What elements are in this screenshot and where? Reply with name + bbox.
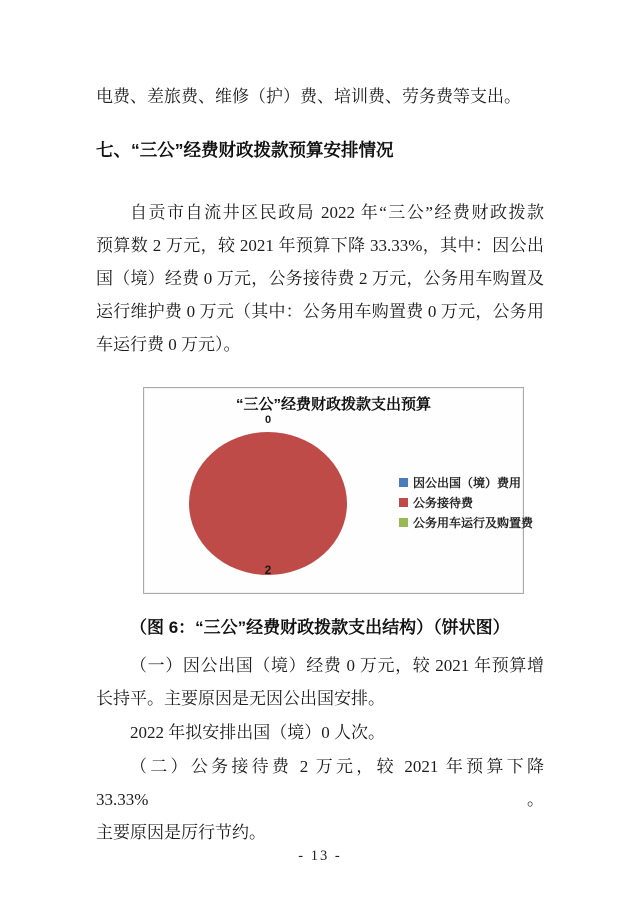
legend-swatch-blue-icon bbox=[399, 478, 408, 487]
body-text-line: 电费、差旅费、维修（护）费、培训费、劳务费等支出。 bbox=[96, 87, 521, 106]
paragraph-line: 车运行费 0 万元）。 bbox=[96, 335, 241, 354]
paragraph-line: （二）公务接待费 2 万元，较 2021 年预算下降 33.33%。 bbox=[96, 757, 544, 809]
section-heading: 七、“三公”经费财政拨款预算安排情况 bbox=[96, 140, 394, 160]
paragraph-line: （一）因公出国（境）经费 0 万元，较 2021 年预算增 bbox=[130, 656, 544, 675]
legend-swatch-red-icon bbox=[399, 498, 408, 507]
legend-label: 公务用车运行及购置费 bbox=[413, 515, 534, 530]
paragraph-item-two bbox=[96, 750, 544, 849]
page-number: - 13 - bbox=[298, 848, 342, 864]
paragraph-line: 2022 年拟安排出国（境）0 人次。 bbox=[130, 723, 385, 742]
figure-caption: （图 6：“三公”经费财政拨款支出结构）（饼状图） bbox=[130, 618, 510, 637]
paragraph-line: 预算数 2 万元，较 2021 年预算下降 33.33%，其中：因公出 bbox=[96, 236, 544, 255]
pie-slice-reception-fee bbox=[189, 432, 347, 575]
pie-chart-figure bbox=[143, 387, 534, 594]
paragraph-line: 长持平。主要原因是无因公出国安排。 bbox=[96, 689, 385, 708]
legend-item bbox=[399, 492, 533, 512]
paragraph-summary bbox=[96, 196, 544, 361]
paragraph-line: 国（境）经费 0 万元，公务接待费 2 万元，公务用车购置及 bbox=[96, 269, 544, 288]
legend-item bbox=[399, 512, 533, 532]
legend-swatch-green-icon bbox=[399, 518, 408, 527]
legend-label: 公务接待费 bbox=[413, 495, 474, 510]
legend-item bbox=[399, 472, 533, 492]
pie-data-label-two: 2 bbox=[264, 563, 272, 577]
paragraph-line: 运行维护费 0 万元（其中：公务用车购置费 0 万元，公务用 bbox=[96, 302, 544, 321]
paragraph-item-one bbox=[96, 649, 544, 715]
legend-label: 因公出国（境）费用 bbox=[413, 475, 522, 490]
chart-legend bbox=[399, 472, 533, 532]
paragraph-line: 主要原因是厉行节约。 bbox=[96, 823, 266, 842]
chart-title: “三公”经费财政拨款支出预算 bbox=[235, 396, 431, 413]
paragraph-trips bbox=[96, 716, 544, 749]
paragraph-line: 自贡市自流井区民政局 2022 年“三公”经费财政拨款 bbox=[130, 203, 544, 222]
pie-data-label-zero: 0 bbox=[264, 414, 272, 426]
